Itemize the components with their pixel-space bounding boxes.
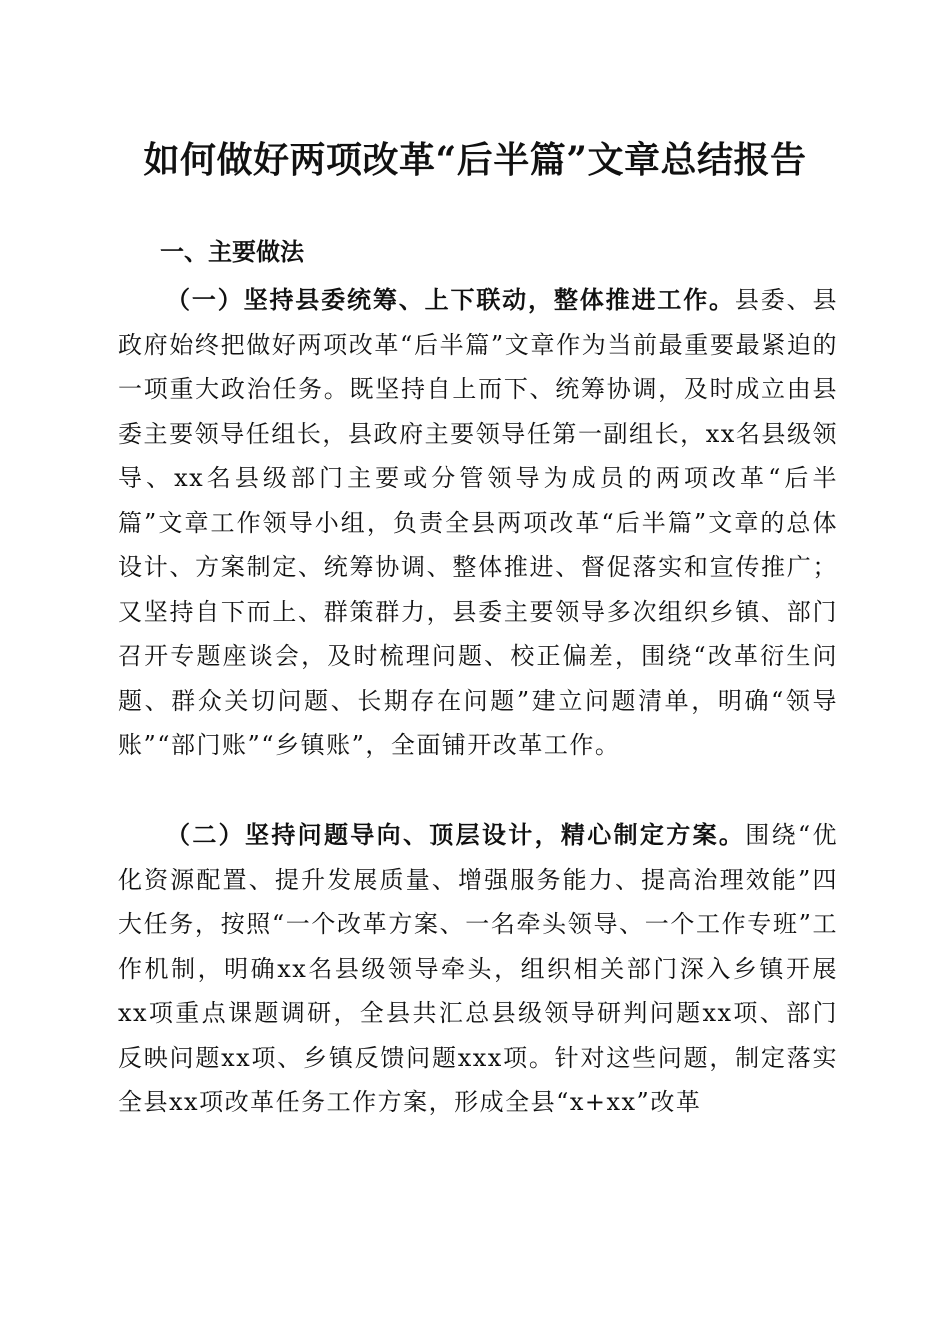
paragraph-2-lead: （二）坚持问题导向、顶层设计，精心制定方案。: [166, 821, 746, 849]
paragraph-1: [118, 278, 838, 768]
paragraph-1-lead: （一）坚持县委统筹、上下联动，整体推进工作。: [166, 286, 735, 314]
section-heading: 一、主要做法: [160, 238, 304, 266]
paragraph-1-body: 县委、县政府始终把做好两项改革“后半篇”文章作为当前最重要最紧迫的一项重大政治任务。既坚持自上而下、统筹协调，及时成立由县委主要领导任组长，县政府主要领导任第一副组长，xx名县级领导、xx名县级部门主要或分管领导为成员的两项改革“后半篇”文章工作领导小组，负责全县两项改革“后半篇”文章的总体设计、方案制定、统筹协调、整体推进、督促落实和宣传推广；又坚持自下而上、群策群力，县委主要领导多次组织乡镇、部门召开专题座谈会，及时梳理问题、校正偏差，围绕“改革衍生问题、群众关切问题、长期存在问题”建立问题清单，明确“领导账”“部门账”“乡镇账”，全面铺开改革工作。: [118, 286, 839, 759]
paragraph-2: [118, 813, 838, 1125]
document-title: 如何做好两项改革“后半篇”文章总结报告: [143, 139, 807, 181]
paragraph-2-body: 围绕“优化资源配置、提升发展质量、增强服务能力、提高治理效能”四大任务，按照“一个改革方案、一名牵头领导、一个工作专班”工作机制，明确xx名县级领导牵头，组织相关部门深入乡镇开展xx项重点课题调研，全县共汇总县级领导研判问题xx项、部门反映问题xx项、乡镇反馈问题xxx项。针对这些问题，制定落实全县xx项改革任务工作方案，形成全县“x+xx”改革: [118, 821, 838, 1116]
